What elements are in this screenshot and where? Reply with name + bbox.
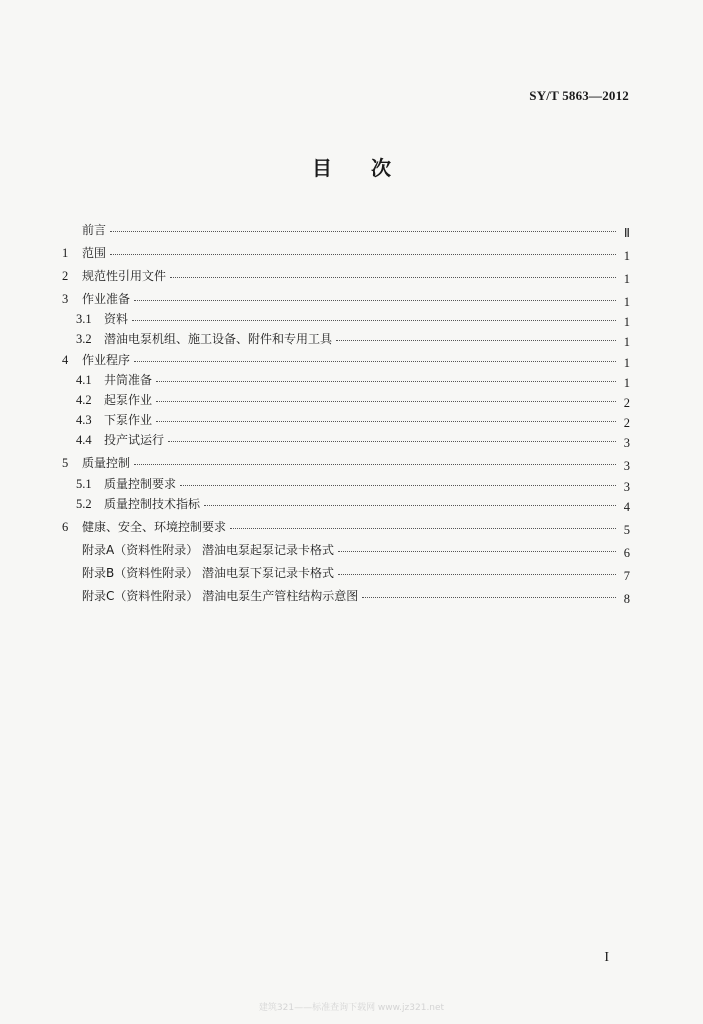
dot-leader — [132, 320, 616, 321]
page-title: 目 次 — [312, 156, 391, 180]
toc-entry[interactable] — [62, 326, 630, 350]
toc-label: 附录B（资料性附录） 潜油电泵下泵记录卡格式 — [82, 565, 335, 580]
standard-code: SY/T 5863—2012 — [529, 88, 629, 103]
toc-label: 起泵作业 — [104, 392, 153, 407]
toc-page-number: 1 — [623, 315, 630, 330]
dot-leader — [338, 574, 616, 575]
dot-leader — [180, 485, 616, 486]
toc-label: 作业准备 — [82, 292, 131, 306]
toc-entry[interactable] — [62, 260, 630, 286]
toc-page-number: 3 — [623, 479, 630, 494]
toc-page-number: 8 — [623, 591, 630, 606]
toc-label: 下泵作业 — [104, 413, 153, 428]
toc-entry[interactable] — [62, 407, 630, 431]
toc-label: 井筒准备 — [104, 372, 153, 387]
dot-leader — [168, 441, 616, 442]
toc-page-number: 5 — [623, 522, 630, 537]
toc-number: 4.2 — [76, 392, 92, 407]
toc-number: 5 — [62, 456, 69, 471]
toc-page-number: 4 — [623, 499, 630, 514]
toc-number: 3.2 — [76, 332, 92, 347]
page-number: I — [604, 950, 609, 965]
toc-label: 规范性引用文件 — [82, 269, 167, 283]
toc-entry[interactable] — [62, 491, 630, 514]
toc-entry[interactable] — [62, 306, 630, 330]
toc-label: 潜油电泵机组、施工设备、附件和专用工具 — [104, 332, 333, 347]
dot-leader — [362, 597, 616, 598]
toc-page-number: 6 — [623, 545, 630, 560]
dot-leader — [134, 464, 616, 465]
toc-entry[interactable] — [62, 427, 630, 451]
dot-leader — [204, 505, 616, 506]
toc-page-number: Ⅱ — [623, 226, 630, 240]
toc-page-number: 1 — [623, 272, 630, 286]
toc-label: 质量控制 — [82, 456, 131, 471]
toc-number: 4.4 — [76, 433, 92, 448]
toc-page-number: 3 — [623, 459, 630, 474]
dot-leader — [110, 231, 616, 232]
dot-leader — [156, 401, 616, 402]
toc-number: 2 — [62, 269, 69, 283]
toc-entry[interactable] — [62, 534, 630, 560]
toc-label: 质量控制要求 — [104, 476, 177, 491]
dot-leader — [156, 381, 616, 382]
toc-number: 3.1 — [76, 312, 92, 327]
toc-entry[interactable] — [62, 511, 630, 537]
toc-label: 作业程序 — [82, 352, 131, 367]
toc-label: 质量控制技术指标 — [104, 496, 201, 511]
table-of-contents — [62, 214, 630, 606]
toc-page-number: 7 — [623, 568, 630, 583]
toc-label: 健康、安全、环境控制要求 — [82, 519, 227, 534]
dot-leader — [134, 361, 616, 362]
toc-entry[interactable] — [62, 470, 630, 494]
toc-page-number: 1 — [623, 295, 630, 309]
dot-leader — [336, 340, 616, 341]
toc-entry[interactable] — [62, 367, 630, 390]
toc-entry[interactable] — [62, 214, 630, 240]
dot-leader — [170, 277, 616, 278]
toc-label: 附录A（资料性附录） 潜油电泵起泵记录卡格式 — [82, 542, 335, 557]
toc-entry[interactable] — [62, 580, 630, 606]
toc-page-number: 2 — [623, 395, 630, 410]
toc-number: 4.3 — [76, 413, 92, 428]
toc-page-number: 2 — [623, 416, 630, 431]
dot-leader — [110, 254, 616, 255]
watermark: 建筑321——标准查询下载网 www.jz321.net — [258, 1003, 445, 1013]
toc-entry[interactable] — [62, 237, 630, 263]
toc-page-number: 3 — [623, 436, 630, 451]
dot-leader — [156, 421, 616, 422]
toc-page-number: 1 — [623, 355, 630, 370]
dot-leader — [134, 300, 616, 301]
toc-entry[interactable] — [62, 447, 630, 474]
toc-label: 前言 — [82, 223, 107, 237]
toc-number: 3 — [62, 292, 69, 306]
toc-number: 6 — [62, 519, 69, 534]
toc-number: 4 — [62, 352, 69, 367]
toc-number: 4.1 — [76, 372, 92, 387]
toc-entry[interactable] — [62, 387, 630, 410]
toc-page-number: 1 — [623, 335, 630, 350]
toc-entry[interactable] — [62, 346, 630, 370]
toc-page-number: 1 — [623, 375, 630, 390]
toc-number: 1 — [62, 246, 69, 260]
toc-entry[interactable] — [62, 283, 630, 309]
dot-leader — [230, 528, 616, 529]
toc-label: 投产试运行 — [104, 433, 165, 448]
toc-label: 范围 — [82, 246, 107, 260]
toc-entry[interactable] — [62, 557, 630, 583]
toc-label: 资料 — [104, 312, 129, 327]
toc-page-number: 1 — [623, 249, 630, 263]
toc-label: 附录C（资料性附录） 潜油电泵生产管柱结构示意图 — [82, 588, 359, 603]
toc-number: 5.1 — [76, 476, 92, 491]
toc-number: 5.2 — [76, 496, 92, 511]
dot-leader — [338, 551, 616, 552]
